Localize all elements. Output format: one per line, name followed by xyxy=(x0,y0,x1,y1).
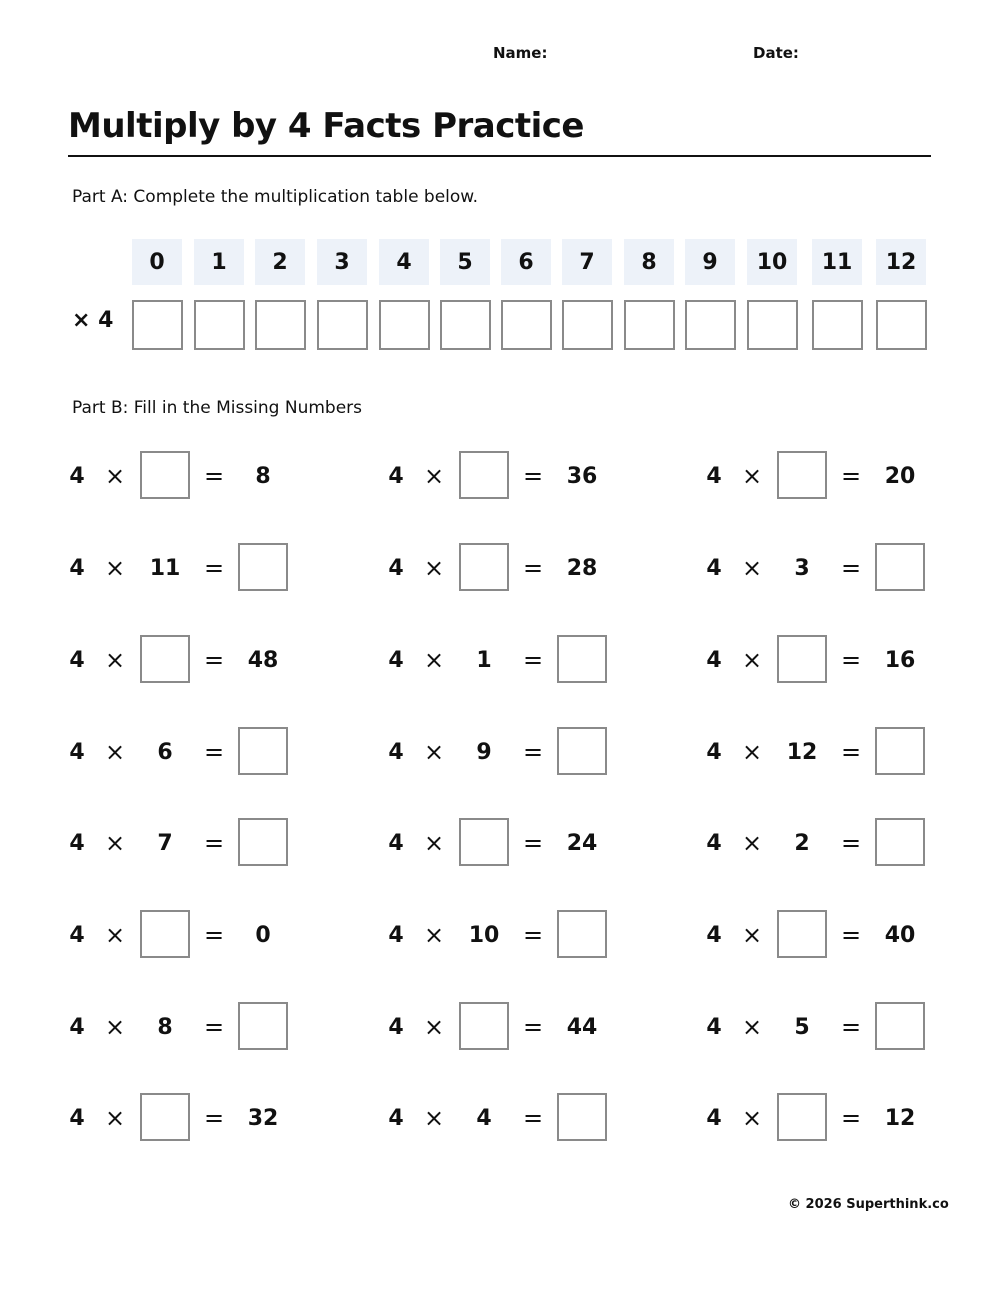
equals-symbol: = xyxy=(203,738,225,766)
product-value: 36 xyxy=(566,463,598,489)
factor-a: 4 xyxy=(706,647,722,673)
missing-factor-box[interactable] xyxy=(777,1093,827,1141)
times-symbol: × xyxy=(741,1013,763,1041)
factor-b: 11 xyxy=(149,555,181,581)
factor-b: 2 xyxy=(794,830,810,856)
factor-a: 4 xyxy=(706,1014,722,1040)
part-a-heading: Part A: Complete the multiplication table below. xyxy=(72,187,479,207)
product-value: 0 xyxy=(255,922,271,948)
equals-symbol: = xyxy=(840,738,862,766)
table-answer-box[interactable] xyxy=(132,300,183,350)
equation-problem xyxy=(697,451,937,501)
copyright-footer: © 2026 Superthink.co xyxy=(788,1197,949,1212)
table-answer-box[interactable] xyxy=(440,300,491,350)
table-header-cell: 8 xyxy=(624,239,674,285)
equation-problem xyxy=(60,727,300,777)
equals-symbol: = xyxy=(203,921,225,949)
table-header-cell: 6 xyxy=(501,239,551,285)
factor-a: 4 xyxy=(706,463,722,489)
equals-symbol: = xyxy=(840,554,862,582)
table-answer-box[interactable] xyxy=(812,300,863,350)
times-symbol: × xyxy=(423,738,445,766)
factor-a: 4 xyxy=(388,555,404,581)
factor-a: 4 xyxy=(388,739,404,765)
equation-problem xyxy=(697,910,937,960)
times-symbol: × xyxy=(104,646,126,674)
equation-problem xyxy=(60,635,300,685)
product-value: 28 xyxy=(566,555,598,581)
factor-a: 4 xyxy=(388,647,404,673)
factor-a: 4 xyxy=(69,463,85,489)
factor-b: 7 xyxy=(157,830,173,856)
equation-problem xyxy=(379,543,619,593)
table-answer-box[interactable] xyxy=(501,300,552,350)
equation-problem xyxy=(697,727,937,777)
product-answer-box[interactable] xyxy=(875,818,925,866)
times-symbol: × xyxy=(104,554,126,582)
factor-a: 4 xyxy=(706,555,722,581)
factor-b: 6 xyxy=(157,739,173,765)
table-header-cell: 11 xyxy=(812,239,862,285)
product-answer-box[interactable] xyxy=(875,727,925,775)
missing-factor-box[interactable] xyxy=(777,451,827,499)
factor-a: 4 xyxy=(388,830,404,856)
factor-a: 4 xyxy=(69,922,85,948)
equation-problem xyxy=(697,635,937,685)
product-answer-box[interactable] xyxy=(238,727,288,775)
equals-symbol: = xyxy=(840,1013,862,1041)
factor-a: 4 xyxy=(69,1014,85,1040)
equation-problem xyxy=(379,1002,619,1052)
times-symbol: × xyxy=(423,921,445,949)
page-title: Multiply by 4 Facts Practice xyxy=(68,106,584,146)
factor-a: 4 xyxy=(706,739,722,765)
name-label: Name: xyxy=(493,44,548,62)
product-value: 24 xyxy=(566,830,598,856)
equals-symbol: = xyxy=(522,921,544,949)
title-divider xyxy=(68,155,931,157)
factor-a: 4 xyxy=(69,647,85,673)
equals-symbol: = xyxy=(840,1104,862,1132)
factor-a: 4 xyxy=(69,739,85,765)
equation-problem xyxy=(379,910,619,960)
product-answer-box[interactable] xyxy=(557,635,607,683)
product-value: 12 xyxy=(884,1105,916,1131)
factor-b: 4 xyxy=(476,1105,492,1131)
times-symbol: × xyxy=(423,462,445,490)
equals-symbol: = xyxy=(522,1013,544,1041)
table-header-cell: 2 xyxy=(255,239,305,285)
equation-problem xyxy=(379,818,619,868)
equals-symbol: = xyxy=(203,462,225,490)
product-value: 48 xyxy=(247,647,279,673)
factor-b: 8 xyxy=(157,1014,173,1040)
table-header-cell: 12 xyxy=(876,239,926,285)
equation-problem xyxy=(697,818,937,868)
product-value: 8 xyxy=(255,463,271,489)
factor-b: 9 xyxy=(476,739,492,765)
table-answer-box[interactable] xyxy=(317,300,368,350)
equation-problem xyxy=(60,910,300,960)
product-value: 44 xyxy=(566,1014,598,1040)
equals-symbol: = xyxy=(840,921,862,949)
factor-a: 4 xyxy=(388,463,404,489)
table-answer-box[interactable] xyxy=(685,300,736,350)
factor-b: 12 xyxy=(786,739,818,765)
factor-a: 4 xyxy=(388,1014,404,1040)
equation-problem xyxy=(379,451,619,501)
equals-symbol: = xyxy=(522,738,544,766)
table-answer-box[interactable] xyxy=(562,300,613,350)
equals-symbol: = xyxy=(840,829,862,857)
part-b-heading: Part B: Fill in the Missing Numbers xyxy=(72,398,363,418)
equation-problem xyxy=(697,1002,937,1052)
equals-symbol: = xyxy=(203,1104,225,1132)
times-symbol: × xyxy=(741,738,763,766)
equation-problem xyxy=(379,727,619,777)
times-symbol: × xyxy=(741,921,763,949)
factor-a: 4 xyxy=(706,1105,722,1131)
product-answer-box[interactable] xyxy=(557,910,607,958)
times-symbol: × xyxy=(104,462,126,490)
times-symbol: × xyxy=(741,554,763,582)
product-answer-box[interactable] xyxy=(557,727,607,775)
product-answer-box[interactable] xyxy=(557,1093,607,1141)
product-value: 32 xyxy=(247,1105,279,1131)
missing-factor-box[interactable] xyxy=(140,451,190,499)
factor-b: 1 xyxy=(476,647,492,673)
factor-b: 10 xyxy=(468,922,500,948)
equals-symbol: = xyxy=(522,1104,544,1132)
table-header-cell: 1 xyxy=(194,239,244,285)
product-value: 16 xyxy=(884,647,916,673)
missing-factor-box[interactable] xyxy=(777,910,827,958)
product-answer-box[interactable] xyxy=(875,543,925,591)
factor-a: 4 xyxy=(69,830,85,856)
table-answer-box[interactable] xyxy=(194,300,245,350)
factor-b: 5 xyxy=(794,1014,810,1040)
times-symbol: × xyxy=(104,829,126,857)
times-symbol: × xyxy=(741,1104,763,1132)
missing-factor-box[interactable] xyxy=(459,451,509,499)
equation-problem xyxy=(379,635,619,685)
factor-a: 4 xyxy=(69,555,85,581)
equals-symbol: = xyxy=(840,462,862,490)
missing-factor-box[interactable] xyxy=(140,1093,190,1141)
times-symbol: × xyxy=(423,1104,445,1132)
times-symbol: × xyxy=(423,554,445,582)
equals-symbol: = xyxy=(840,646,862,674)
equals-symbol: = xyxy=(203,554,225,582)
equals-symbol: = xyxy=(203,1013,225,1041)
product-answer-box[interactable] xyxy=(875,1002,925,1050)
missing-factor-box[interactable] xyxy=(777,635,827,683)
equation-problem xyxy=(60,543,300,593)
missing-factor-box[interactable] xyxy=(459,543,509,591)
missing-factor-box[interactable] xyxy=(140,910,190,958)
table-header-cell: 5 xyxy=(440,239,490,285)
table-header-cell: 7 xyxy=(562,239,612,285)
equation-problem xyxy=(60,1002,300,1052)
product-answer-box[interactable] xyxy=(238,818,288,866)
table-answer-box[interactable] xyxy=(379,300,430,350)
times-symbol: × xyxy=(423,646,445,674)
table-header-cell: 3 xyxy=(317,239,367,285)
product-answer-box[interactable] xyxy=(238,1002,288,1050)
table-header-cell: 9 xyxy=(685,239,735,285)
equals-symbol: = xyxy=(522,462,544,490)
times-symbol: × xyxy=(104,1013,126,1041)
factor-a: 4 xyxy=(706,830,722,856)
table-answer-box[interactable] xyxy=(747,300,798,350)
equation-problem xyxy=(60,1093,300,1143)
times-symbol: × xyxy=(423,1013,445,1041)
missing-factor-box[interactable] xyxy=(140,635,190,683)
times-symbol: × xyxy=(104,921,126,949)
missing-factor-box[interactable] xyxy=(459,818,509,866)
multiplier-label: × 4 xyxy=(72,308,114,333)
table-header-cell: 0 xyxy=(132,239,182,285)
equation-problem xyxy=(379,1093,619,1143)
table-answer-box[interactable] xyxy=(624,300,675,350)
factor-a: 4 xyxy=(69,1105,85,1131)
times-symbol: × xyxy=(741,829,763,857)
date-label: Date: xyxy=(753,44,799,62)
table-header-cell: 10 xyxy=(747,239,797,285)
equals-symbol: = xyxy=(522,554,544,582)
factor-a: 4 xyxy=(706,922,722,948)
times-symbol: × xyxy=(104,1104,126,1132)
table-answer-box[interactable] xyxy=(255,300,306,350)
equals-symbol: = xyxy=(522,829,544,857)
equation-problem xyxy=(60,451,300,501)
missing-factor-box[interactable] xyxy=(459,1002,509,1050)
product-value: 20 xyxy=(884,463,916,489)
factor-a: 4 xyxy=(388,1105,404,1131)
product-answer-box[interactable] xyxy=(238,543,288,591)
times-symbol: × xyxy=(423,829,445,857)
equals-symbol: = xyxy=(203,829,225,857)
table-answer-box[interactable] xyxy=(876,300,927,350)
table-header-cell: 4 xyxy=(379,239,429,285)
factor-b: 3 xyxy=(794,555,810,581)
equation-problem xyxy=(697,1093,937,1143)
times-symbol: × xyxy=(104,738,126,766)
equals-symbol: = xyxy=(522,646,544,674)
equation-problem xyxy=(60,818,300,868)
product-value: 40 xyxy=(884,922,916,948)
equation-problem xyxy=(697,543,937,593)
equals-symbol: = xyxy=(203,646,225,674)
times-symbol: × xyxy=(741,646,763,674)
times-symbol: × xyxy=(741,462,763,490)
factor-a: 4 xyxy=(388,922,404,948)
